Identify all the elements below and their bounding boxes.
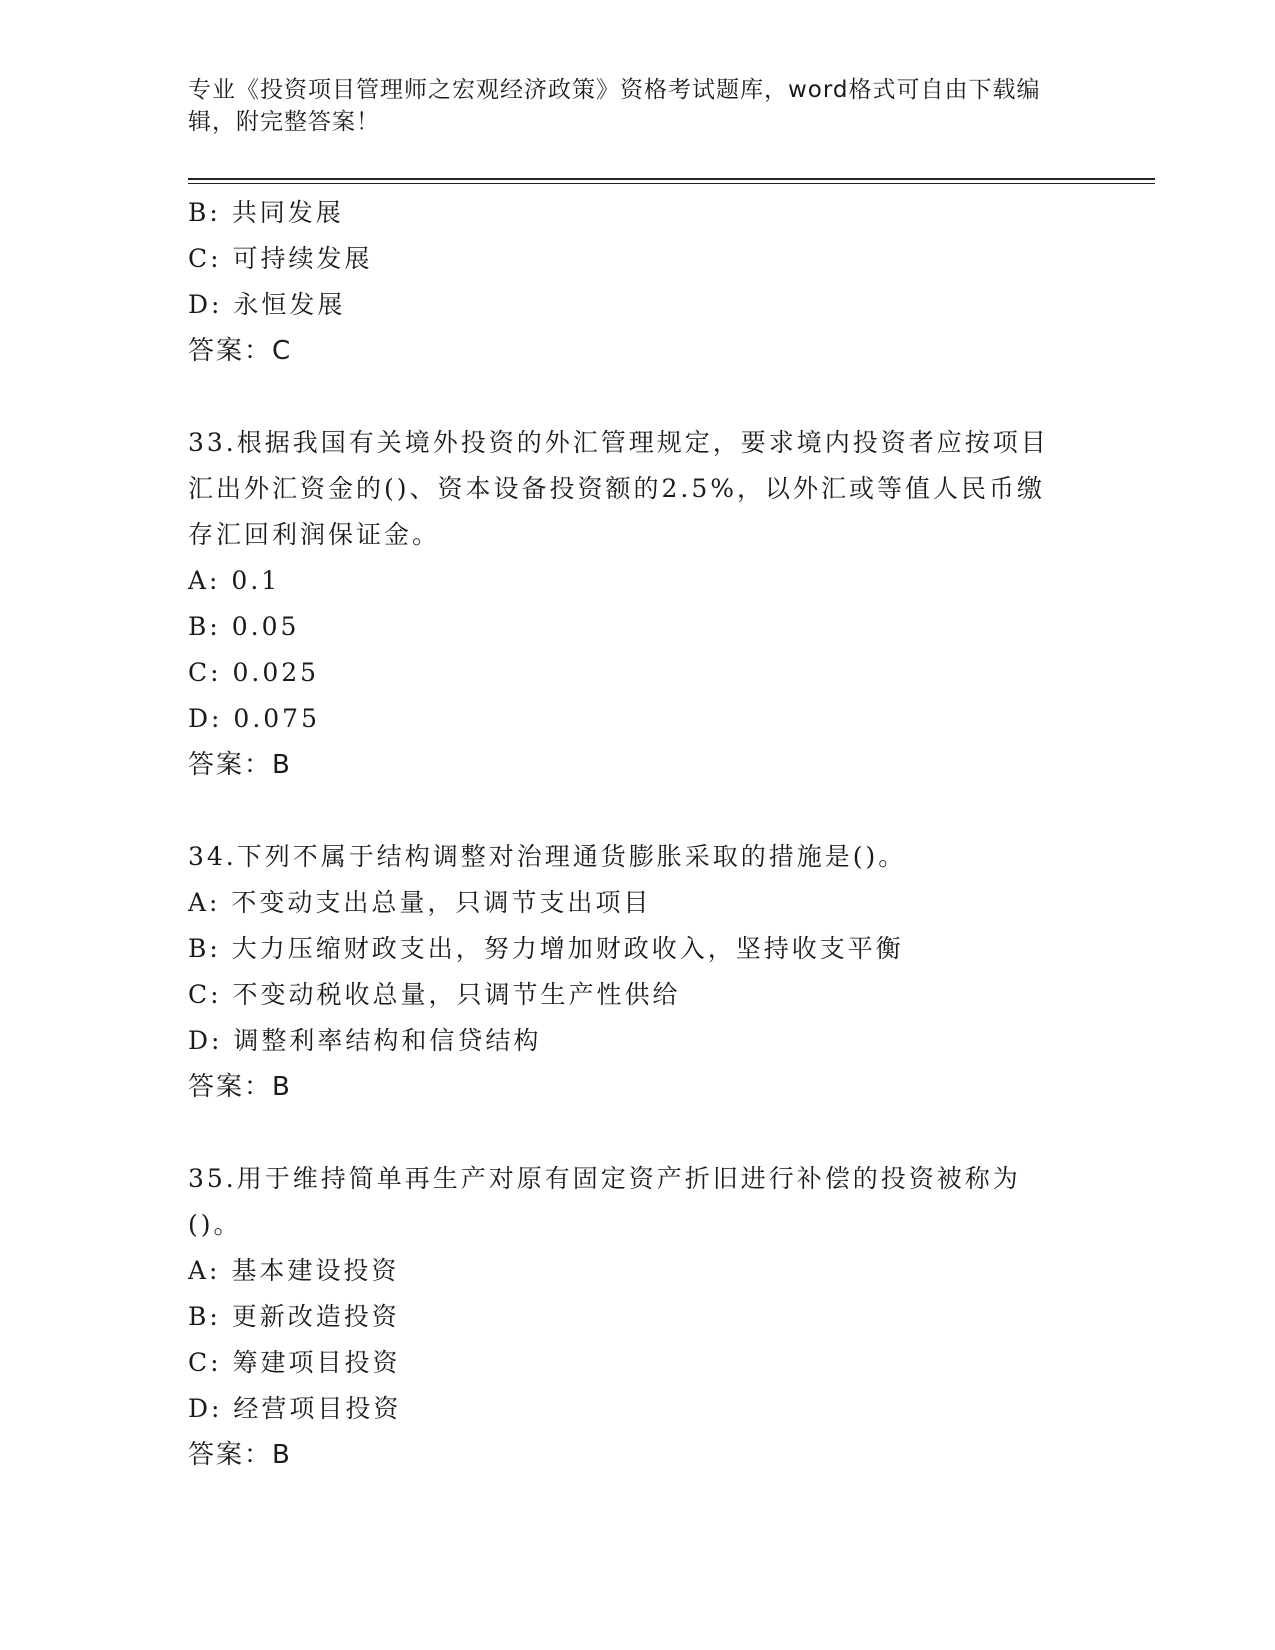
option-c: C: 筹建项目投资 [188, 1348, 401, 1377]
question-stem: 33.根据我国有关境外投资的外汇管理规定，要求境内投资者应按项目汇出外汇资金的()、资本设备投资额的2.5%，以外汇或等值人民币缴存汇回利润保证金。 [188, 428, 1049, 549]
option-d: D: 0.075 [188, 704, 320, 733]
option-c: C: 不变动税收总量，只调节生产性供给 [188, 980, 681, 1009]
option-d: D: 经营项目投资 [188, 1394, 402, 1423]
answer-line: 答案：B [188, 1440, 292, 1470]
question-34 [188, 834, 1088, 1110]
option-a: A: 0.1 [188, 566, 281, 595]
question-35 [188, 1156, 1088, 1478]
question-stem: 34.下列不属于结构调整对治理通货膨胀采取的措施是()。 [188, 842, 907, 871]
header-rule-thick [188, 178, 1155, 180]
option-a: A: 基本建设投资 [188, 1256, 400, 1285]
answer-line: 答案：B [188, 1072, 292, 1102]
answer-line: 答案：C [188, 336, 293, 366]
question-33 [188, 420, 1088, 788]
option-d: D: 调整利率结构和信贷结构 [188, 1026, 542, 1055]
option-a: A: 不变动支出总量，只调节支出项目 [188, 888, 652, 917]
option-b: B: 大力压缩财政支出，努力增加财政收入，坚持收支平衡 [188, 934, 904, 963]
question-list [188, 190, 1088, 1478]
option-b: B: 更新改造投资 [188, 1302, 400, 1331]
option-b: B: 0.05 [188, 612, 300, 641]
document-header: 专业《投资项目管理师之宏观经济政策》资格考试题库，word格式可自由下载编辑，附完整答案！ [188, 77, 1041, 135]
option-d: D: 永恒发展 [188, 290, 346, 319]
answer-line: 答案：B [188, 750, 292, 780]
option-c: C: 0.025 [188, 658, 320, 687]
option-b: B: 共同发展 [188, 198, 344, 227]
option-c: C: 可持续发展 [188, 244, 373, 273]
question-stem: 35.用于维持简单再生产对原有固定资产折旧进行补偿的投资被称为()。 [188, 1164, 1021, 1239]
question-32 [188, 190, 1088, 374]
header-rule-thin [188, 183, 1155, 184]
